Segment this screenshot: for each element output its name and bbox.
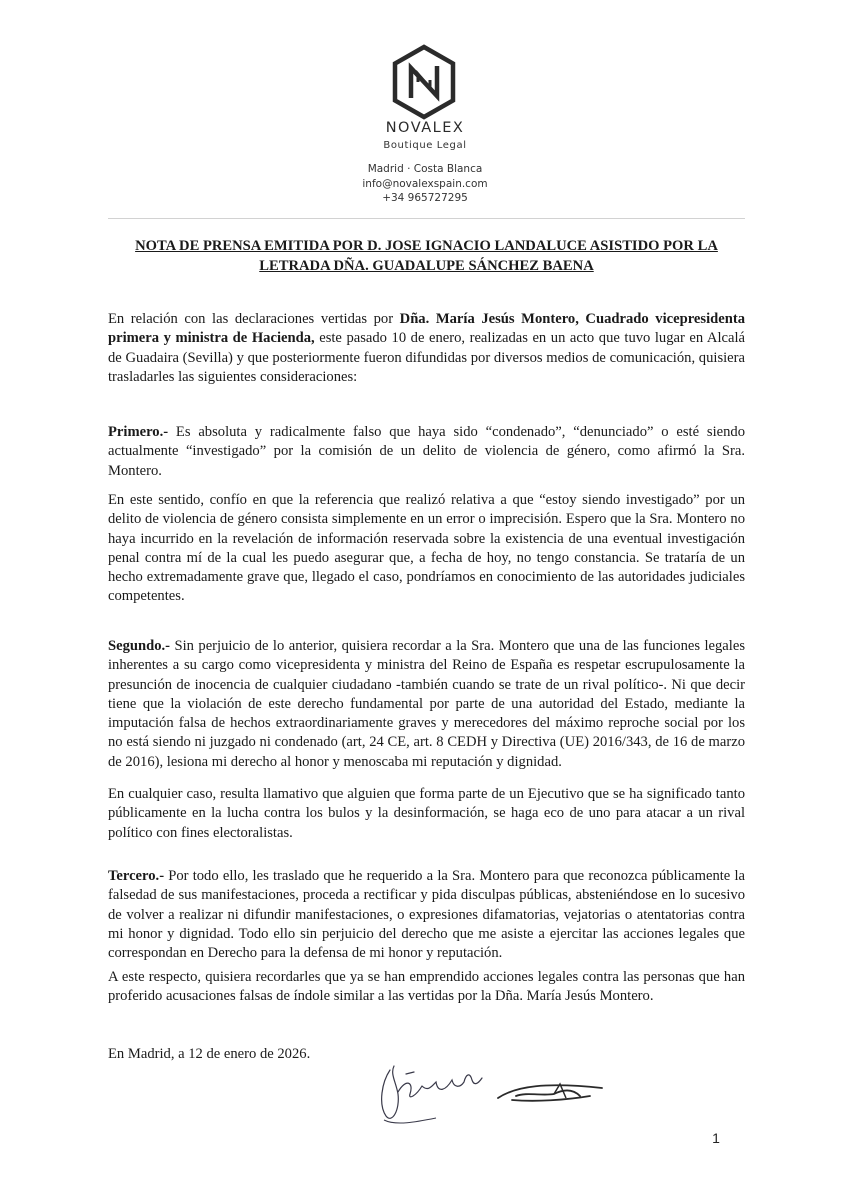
brand-name: NOVALEX	[385, 120, 465, 136]
intro-post: este pasado 10 de enero, realizadas en un acto que tuvo lugar en Alcalá de Guadaira (Sevilla) y que posteriormente fueron difundidas por diversos medios de comunicación, quisiera trasladarles las siguientes consideraciones:	[108, 330, 745, 385]
tercero-followup-paragraph: A este respecto, quisiera recordarles que ya se han emprendido acciones legales contra las personas que han proferido acusaciones falsas de índole similar a las vertidas por la Dña. María Jesús Montero.	[108, 969, 745, 1005]
document-title	[108, 236, 745, 276]
primero-heading: Primero.-	[108, 424, 169, 440]
segundo-heading: Segundo.-	[108, 638, 171, 654]
primero-paragraph	[108, 423, 745, 481]
intro-pre: En relación con las declaraciones vertidas por	[108, 311, 400, 327]
intro-paragraph	[108, 310, 745, 387]
header-divider	[108, 218, 745, 219]
intro-bold: Dña. María Jesús Montero, Cuadrado vicepresidenta primera y ministra de Hacienda,	[108, 311, 745, 347]
tercero-heading: Tercero.-	[108, 868, 165, 884]
title-line-2: LETRADA DÑA. GUADALUPE SÁNCHEZ BAENA	[259, 258, 594, 274]
segundo-paragraph	[108, 637, 745, 772]
closing-place-date: En Madrid, a 12 de enero de 2026.	[108, 1046, 311, 1062]
office-locations: Madrid · Costa Blanca	[367, 163, 483, 175]
segundo-followup-paragraph: En cualquier caso, resulta llamativo que alguien que forma parte de un Ejecutivo que se ha significado tanto públicamente en la lucha contra los bulos y la desinformación, se haga eco de uno para atacar a un rival político con fines electoralistas.	[108, 786, 745, 841]
segundo-text: Sin perjuicio de lo anterior, quisiera recordar a la Sra. Montero que una de las funciones legales inherentes a su cargo como vicepresidenta y ministra del Reino de España es respetar escrupulosamente la presunción de inocencia de cualquier ciudadano -también cuando se trate de un rival político-. Ni que decir tiene que la violación de este derecho fundamental por parte de una autoridad del Estado, mediante la imputación falsa de hechos extraordinariamente graves y merecedores del máximo reproche social por los no está siendo ni juzgado ni condenado (art, 24 CE, art. 8 CEDH y Directiva (UE) 2016/343, de 16 de marzo de 2016), lesiona mi derecho al honor y menoscaba mi reputación y dignidad.	[108, 638, 745, 770]
contact-email: info@novalexspain.com	[362, 178, 488, 190]
title-line-1: NOTA DE PRENSA EMITIDA POR D. JOSE IGNACIO LANDALUCE ASISTIDO POR LA	[135, 238, 718, 254]
primero-text: Es absoluta y radicalmente falso que haya sido “condenado”, “denunciado” o esté siendo actualmente “investigado” por la comisión de un delito de violencia de género, como afirmó la Sra. Montero.	[108, 424, 745, 479]
tercero-text: Por todo ello, les traslado que he requerido a la Sra. Montero para que reconozca públicamente la falsedad de sus manifestaciones, proceda a rectificar y pida disculpas públicas, absteniéndose en lo sucesivo de volver a realizar ni difundir manifestaciones, o expresiones difamatorias, vejatorias o atentatorias contra mi honor y dignidad. Todo ello sin perjuicio del derecho que me asiste a ejercitar las acciones legales que correspondan en Derecho para la defensa de mi honor y reputación.	[108, 868, 745, 962]
contact-phone: +34 965727295	[382, 192, 468, 204]
page-number: 1	[712, 1130, 720, 1146]
brand-tagline: Boutique Legal	[383, 140, 467, 151]
novalex-logo-icon	[391, 44, 457, 120]
tercero-paragraph	[108, 867, 745, 963]
handwritten-signature	[376, 1052, 616, 1132]
primero-followup-paragraph: En este sentido, confío en que la referencia que realizó relativa a que “estoy siendo investigado” por un delito de violencia de género consista simplemente en un error o imprecisión. Espero que la Sra. Montero no haya incurrido en la revelación de información reservada sobre la existencia de una eventual investigación penal contra mí de la cual les puedo asegurar que, a fecha de hoy, no tengo constancia. Se trataría de un hecho extremadamente grave que, llegado el caso, pondríamos en conocimiento de las autoridades judiciales competentes.	[108, 492, 745, 605]
